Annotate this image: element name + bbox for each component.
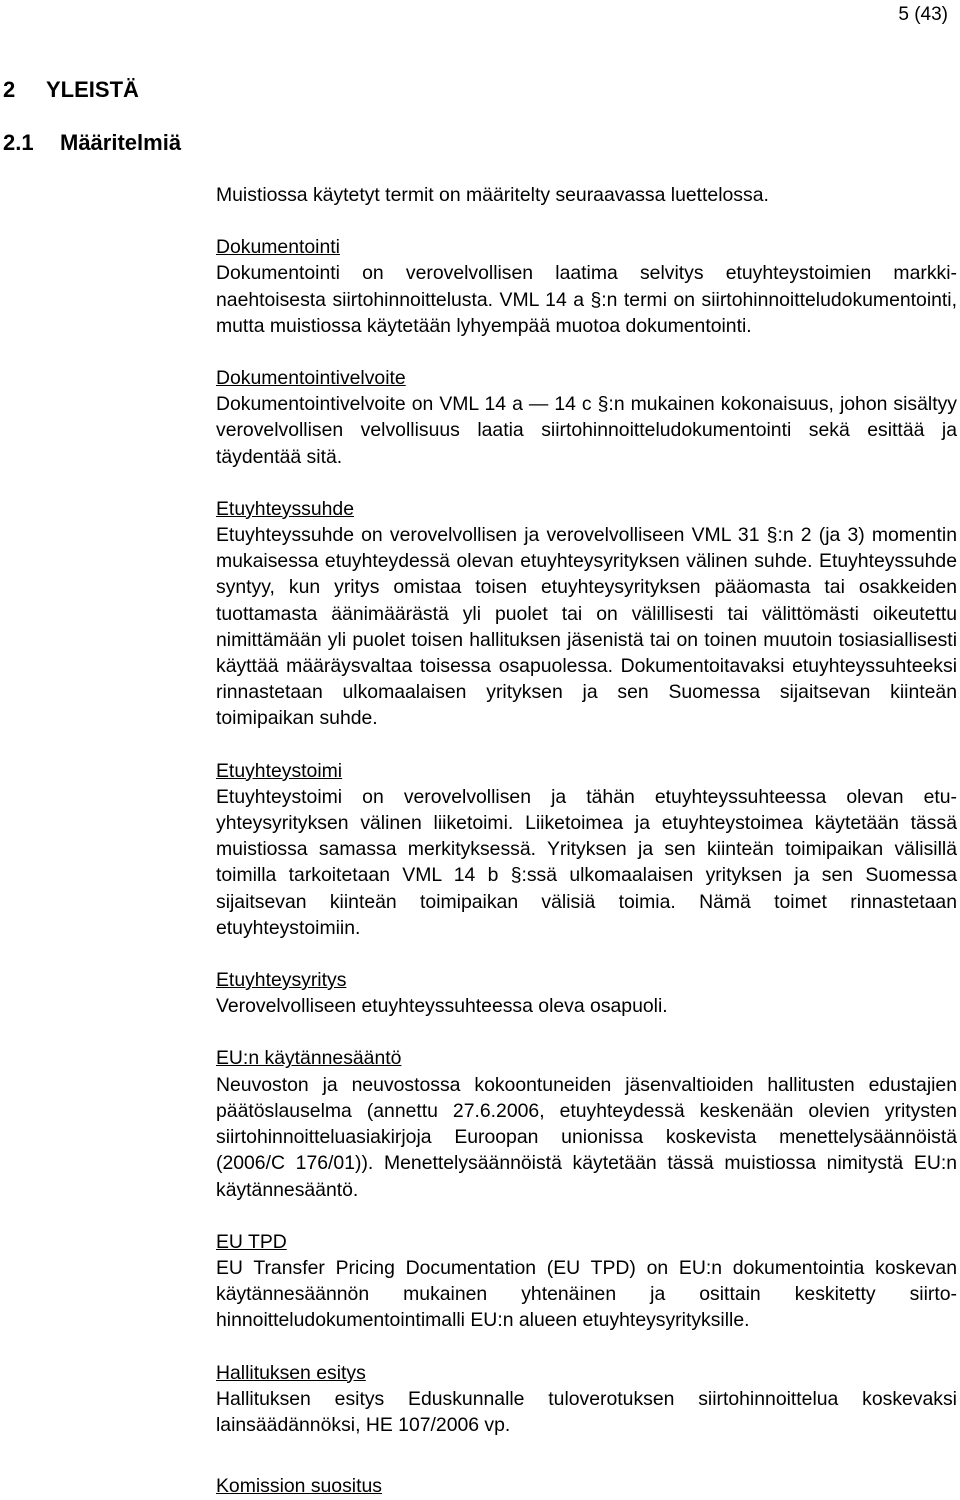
section-number: 2	[3, 77, 16, 102]
definition-item	[216, 1229, 957, 1334]
definition-item	[216, 1360, 957, 1439]
term-definition: Dokumentointivelvoite on VML 14 a — 14 c §:n mukainen kokonaisuus, johon sisältyy verovelvollisen velvollisuus laatia siirtohinnoitteludokumentointi sekä esittää ja täydentää sitä.	[216, 393, 957, 468]
term-title: Komission suositus	[216, 1475, 382, 1497]
term-definition: Etuyhteystoimi on verovelvollisen ja tähän etuyhteyssuhteessa olevan etuyhteysyrityksen välinen liiketoimi. Liiketoimea ja etuyhteystoimea käytetään tässä muistiossa samassa merkityksessä. Yrityksen ja sen kiinteän toimipaikan välisillä toimilla tarkoitetaan VML 14 b §:ssä ulkomaalaisen yrityksen ja sen Suomessa sijaitsevan kiinteän toimipaikan välisiä toimia. Nämä toimet rinnastetaan etuyhteystoimiin.	[216, 785, 957, 939]
definition-item	[216, 234, 957, 339]
definition-item	[216, 365, 957, 470]
definition-item	[216, 1045, 957, 1202]
definitions-list	[216, 182, 957, 1464]
term-title: Etuyhteyssuhde	[216, 497, 354, 520]
term-title: Etuyhteystoimi	[216, 759, 343, 782]
term-definition: Etuyhteyssuhde on verovelvollisen ja verovelvolliseen VML 31 §:n 2 (ja 3) momentin mukaisessa etuyhteydessä olevan etuyhteysyrityksen välinen suhde. Etuyhteyssuhde syntyy, kun yritys omistaa toisen etuyhteysyrityksen pääomasta tai osakkeiden tuottamasta äänimäärästä yli puolet tai on välillisesti tai välittömästi oikeutettu nimittämään yli puolet toisen hallituksen jäsenistä tai on toinen muutoin tosiasiallisesti käyttää määräysvaltaa toisessa osapuolessa. Dokumentoitavaksi etuyhteyssuhteeksi rinnastetaan ulkomaalaisen yrityksen ja sen Suomessa sijaitsevan kiinteän toimipaikan suhde.	[216, 524, 957, 730]
definition-item	[216, 496, 957, 732]
subsection-heading	[3, 129, 181, 157]
term-definition: Verovelvolliseen etuyhteyssuhteessa oleva osapuoli.	[216, 995, 668, 1018]
section-heading	[3, 76, 139, 104]
subsection-number: 2.1	[3, 130, 34, 155]
term-definition: Hallituksen esitys Eduskunnalle tuloverotuksen siirtohinnoittelua koskevaksi lainsäädännöksi, HE 107/2006 vp.	[216, 1387, 957, 1436]
definition-item	[216, 967, 957, 1019]
term-definition: EU Transfer Pricing Documentation (EU TPD) on EU:n dokumentointia koskevan käytännesäännön mukainen yhtenäinen ja osittain keskitetty siirtohinnoitteludokumentointimalli EU:n alueen etuyhteysyrityksille.	[216, 1256, 957, 1332]
page-number: 5 (43)	[898, 4, 948, 25]
definition-item	[216, 758, 957, 941]
term-title: EU TPD	[216, 1230, 287, 1253]
term-title: Etuyhteysyritys	[216, 969, 347, 992]
term-title: Hallituksen esitys	[216, 1361, 366, 1384]
term-definition: Neuvoston ja neuvostossa kokoontuneiden jäsenvaltioiden hallitusten edustajien päätöslauselma (annettu 27.6.2006, etuyhteydessä keskenään olevien yritysten siirtohinnoitteluasiakirjoja Euroopan unionissa koskevista menettelysäännöistä (2006/C 176/01)). Menettelysäännöistä käytetään tässä muistiossa nimitystä EU:n käytännesääntö.	[216, 1073, 957, 1201]
intro-paragraph: Muistiossa käytetyt termit on määritelty seuraavassa luettelossa.	[216, 184, 769, 206]
term-title: Dokumentointi	[216, 236, 340, 259]
term-title: EU:n käytännesääntö	[216, 1047, 402, 1070]
term-title: Dokumentointivelvoite	[216, 367, 406, 390]
section-title: YLEISTÄ	[46, 77, 139, 102]
subsection-title: Määritelmiä	[60, 130, 182, 155]
term-definition: Dokumentointi on verovelvollisen laatima selvitys etuyhteystoimien markkinaehtoisesta siirtohinnoittelusta. VML 14 a §:n termi on siirtohinnoitteludokumentointi, mutta muistiossa käytetään lyhyempää muotoa dokumentointi.	[216, 262, 957, 337]
